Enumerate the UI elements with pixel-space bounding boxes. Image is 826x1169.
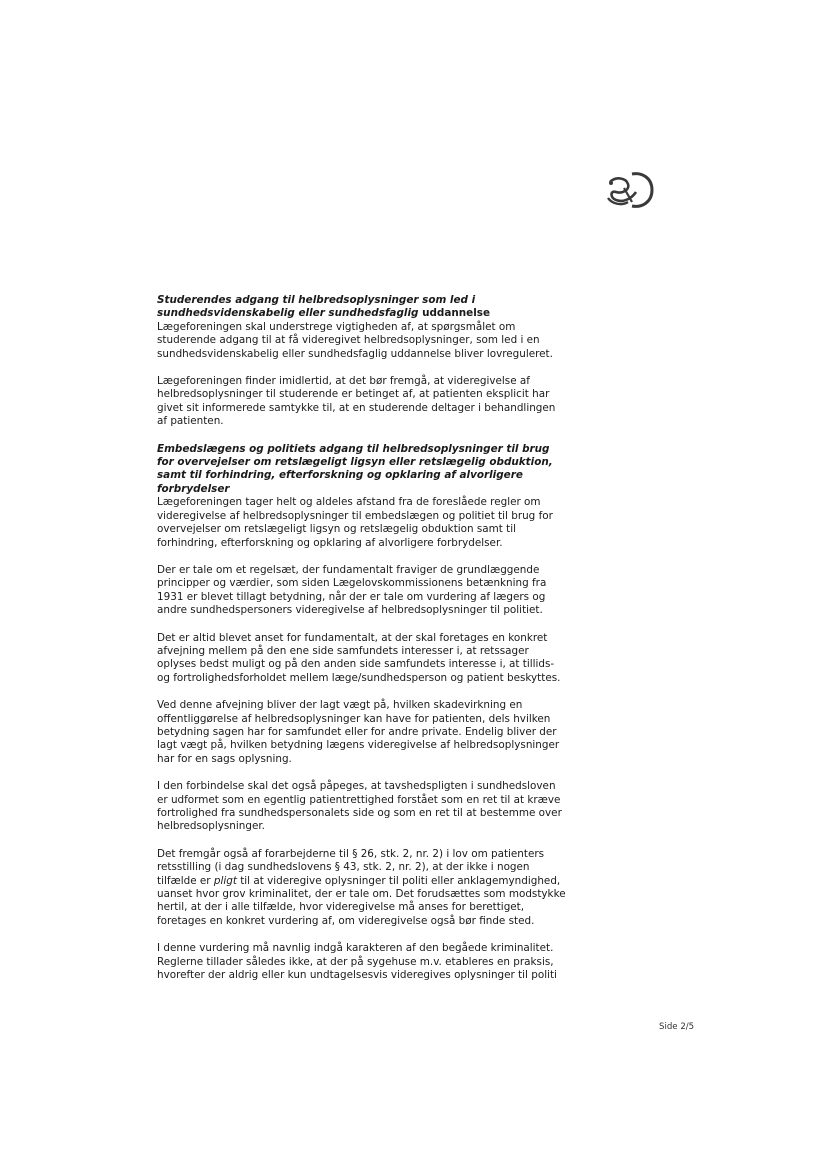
section-heading-students bbox=[157, 294, 567, 321]
heading-tail-text: uddannelse bbox=[422, 307, 490, 320]
section-heading-police-access: Embedslægens og politiets adgang til helbredsoplysninger til brug for overvejelser om retslægeligt ligsyn eller retslægelig obduktion, samt til forhindring, efterforskning og opklaring af alvorligere forbrydelser bbox=[157, 442, 553, 495]
paragraph: Lægeforeningen tager helt og aldeles afstand fra de foreslåede regler om videregivelse af helbredsoplysninger til embedslægen og politiet til brug for overvejelser om retslægeligt ligsyn og retslægelig obduktion samt til forhindring, efterforskning og opklaring af alvorligere forbrydelser. bbox=[157, 496, 553, 549]
heading-text: Studerendes adgang til helbredsoplysninger som led i sundhedsvidenskabelig eller sundhedsfaglig bbox=[157, 294, 476, 320]
letter-body bbox=[157, 294, 567, 996]
paragraph-text: til at videregive oplysninger til politi eller anklagemyndighed, uanset hvor grov kriminalitet, der er tale om. Det forudsættes som modstykke hertil, at der i alle tilfælde, hvor videregivelse må anses for berettiget, foretages en konkret vurdering af, om videregivelse også bør finde sted. bbox=[157, 874, 566, 927]
serpent-staff-logo-icon bbox=[602, 168, 656, 212]
emphasis-text: pligt bbox=[213, 874, 237, 887]
paragraph: I denne vurdering må navnlig indgå karakteren af den begåede kriminalitet. Reglerne tillader således ikke, at der på sygehuse m.v. etableres en praksis, hvorefter der aldrig eller kun undtagelsesvis videregives oplysninger til politi bbox=[157, 942, 557, 982]
paragraph-plight bbox=[157, 848, 567, 928]
page-number: Side 2/5 bbox=[659, 1022, 695, 1032]
paragraph: Det er altid blevet anset for fundamentalt, at der skal foretages en konkret afvejning mellem på den ene side samfundets interesser i, at retssager oplyses bedst muligt og på den anden side samfundets interesse i, at tillids- og fortrolighedsforholdet mellem læge/sundhedsperson og patient beskyttes. bbox=[157, 631, 561, 684]
paragraph: Der er tale om et regelsæt, der fundamentalt fraviger de grundlæggende principper og værdier, som siden Lægelovskommissionens betænkning fra 1931 er blevet tillagt betydning, når der er tale om vurdering af lægers og andre sundhedspersoners videregivelse af helbredsoplysninger til politiet. bbox=[157, 563, 547, 617]
paragraph: Lægeforeningen skal understrege vigtigheden af, at spørgsmålet om studerende adgang til at få videregivet helbredsoplysninger, som led i en sundhedsvidenskabelig eller sundhedsfaglig uddannelse bliver lovreguleret. bbox=[157, 320, 553, 360]
paragraph-text: Det fremgår også af forarbejderne til § 26, stk. 2, nr. 2) i lov om patienters retsstilling (i dag sundhedslovens § 43, stk. 2, nr. 2), at der ikke i nogen tilfælde er bbox=[157, 847, 545, 887]
paragraph: Ved denne afvejning bliver der lagt vægt på, hvilken skadevirkning en offentliggørelse af helbredsoplysninger kan have for patienten, dels hvilken betydning sagen har for samfundet eller for andre private. Endelig bliver der lagt vægt på, hvilken betydning lægens videregivelse af helbredsoplysninger har for en sags oplysning. bbox=[157, 699, 560, 765]
paragraph: Lægeforeningen finder imidlertid, at det bør fremgå, at videregivelse af helbredsoplysninger til studerende er betinget af, at patienten eksplicit har givet sit informerede samtykke til, at en studerende deltager i behandlingen af patienten. bbox=[157, 375, 556, 428]
paragraph: I den forbindelse skal det også påpeges, at tavshedspligten i sundhedsloven er udformet som en egentlig patientrettighed forstået som en ret til at kræve fortrolighed fra sundhedspersonalets side og som en ret til at bestemme over helbredsoplysninger. bbox=[157, 780, 562, 833]
